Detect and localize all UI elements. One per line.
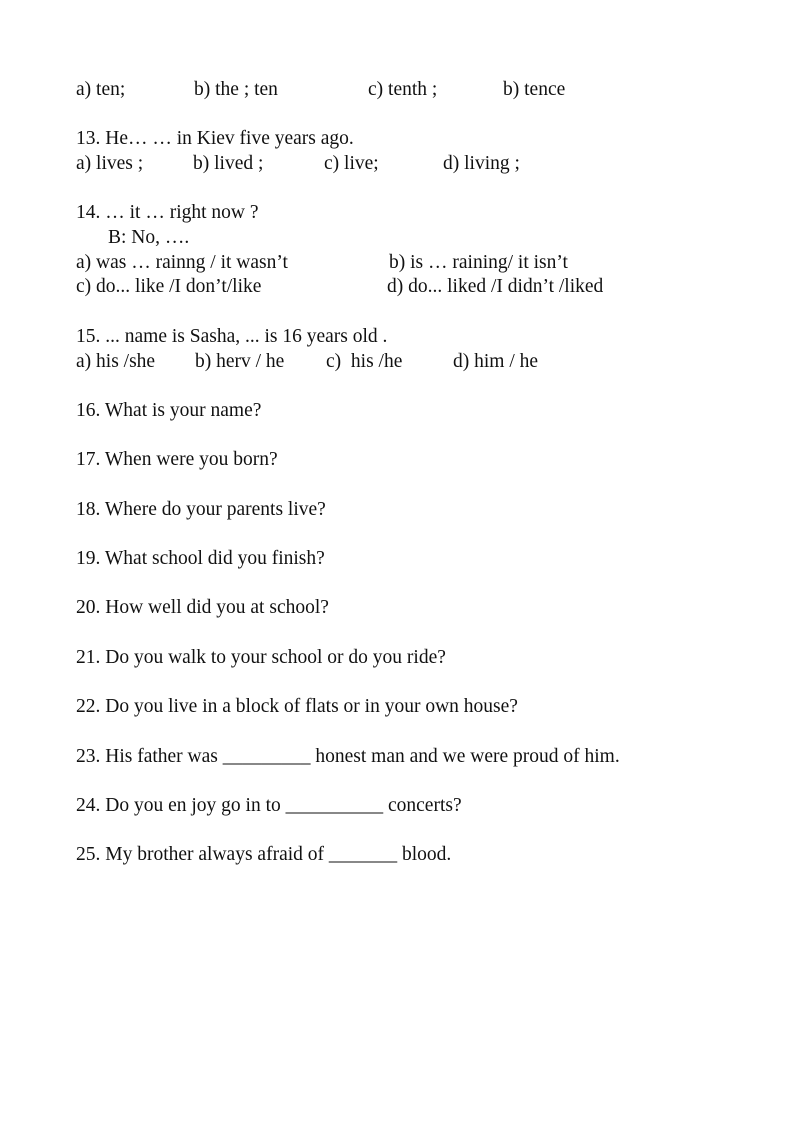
q12-option-c: c) tenth ; [368, 79, 438, 100]
q12-option-b: b) the ; ten [194, 79, 278, 100]
q13-option-b: b) lived ; [193, 153, 264, 174]
question-17: 17. When were you born? [76, 449, 278, 470]
q14-stem: 14. … it … right now ? [76, 202, 259, 223]
question-22: 22. Do you live in a block of flats or in your own house? [76, 696, 518, 717]
question-24: 24. Do you en joy go in to __________ concerts? [76, 795, 462, 816]
question-19: 19. What school did you finish? [76, 548, 325, 569]
q13-option-d: d) living ; [443, 153, 520, 174]
question-23: 23. His father was _________ honest man and we were proud of him. [76, 746, 620, 767]
q13-option-c: c) live; [324, 153, 379, 174]
q14-reply: B: No, …. [108, 227, 190, 248]
question-16: 16. What is your name? [76, 400, 262, 421]
q15-option-d: d) him / he [453, 351, 539, 372]
question-18: 18. Where do your parents live? [76, 499, 326, 520]
q13-stem: 13. He… … in Kiev five years ago. [76, 128, 354, 149]
q14-option-a: a) was … rainng / it wasn’t [76, 252, 288, 273]
q15-stem: 15. ... name is Sasha, ... is 16 years old . [76, 326, 388, 347]
q13-option-a: a) lives ; [76, 153, 144, 174]
q12-option-d: b) tence [503, 79, 566, 100]
q14-option-d: d) do... liked /I didn’t /liked [387, 276, 604, 297]
q12-option-a: a) ten; [76, 79, 126, 100]
question-21: 21. Do you walk to your school or do you ride? [76, 647, 446, 668]
question-25: 25. My brother always afraid of _______ blood. [76, 844, 452, 865]
q14-option-b: b) is … raining/ it isn’t [389, 252, 568, 273]
q14-option-c: c) do... like /I don’t/like [76, 276, 262, 297]
q15-option-a: a) his /she [76, 351, 156, 372]
q15-option-b: b) herv / he [195, 351, 285, 372]
q15-option-c: c) his /he [326, 351, 403, 372]
question-20: 20. How well did you at school? [76, 597, 329, 618]
